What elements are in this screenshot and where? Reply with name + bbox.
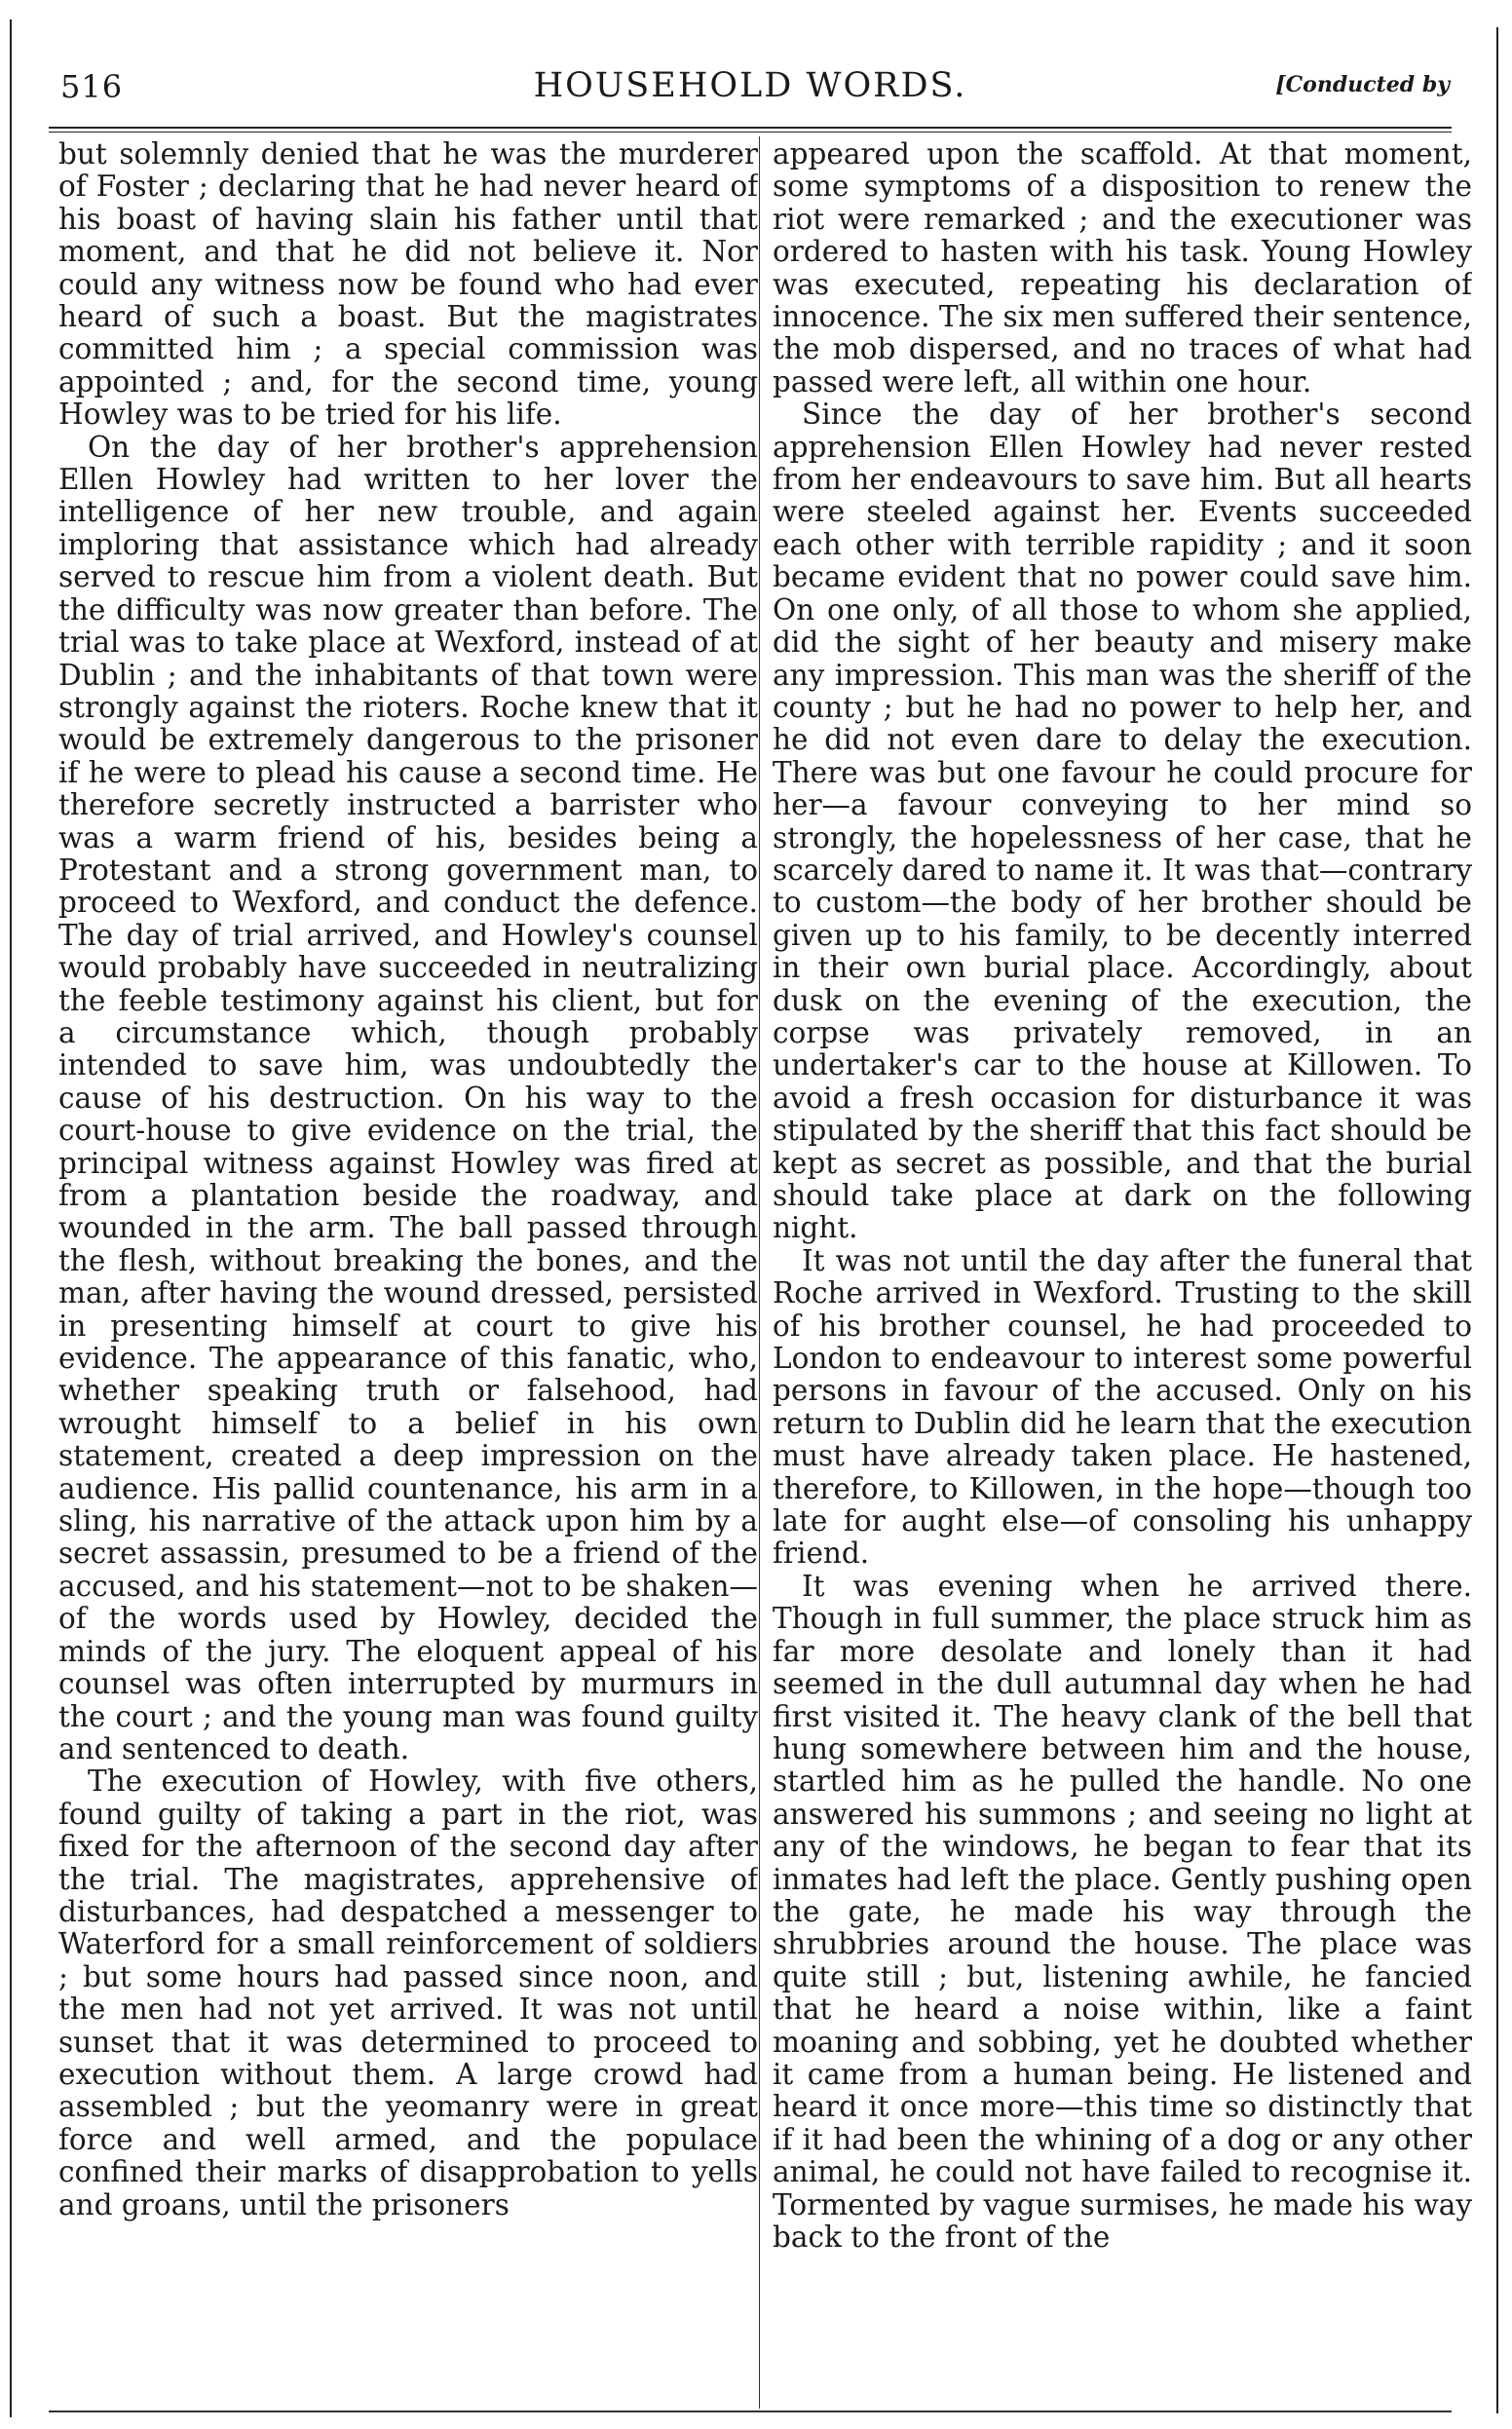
page-number: 516 [60, 68, 124, 105]
column-divider [759, 136, 760, 2409]
paragraph: It was evening when he arrived there. Though in full summer, the place struck him as far more desolate and lonely than it had seemed in the dull autumnal day when he had first visited it. The heavy clank of the bell that hung somewhere between him and the house, startled him as he pulled the handle. No one answered his summons ; and seeing no light at any of the windows, he began to fear that its inmates had left the place. Gently pushing open the gate, he made his way through the shrubbries around the house. The place was quite still ; but, listening awhile, he fancied that he heard a noise within, like a faint moaning and sobbing, yet he doubted whether it came from a human being. He listened and heard it once more—this time so distinctly that if it had been the whining of a dog or any other animal, he could not have failed to recognise it. Tormented by vague surmises, he made his way back to the front of the [773, 1569, 1472, 2254]
conducted-by-note: [Conducted by [1275, 72, 1450, 97]
paragraph: appeared upon the scaffold. At that moment, some symptoms of a disposition to renew the riot were remarked ; and the executioner was ordered to hasten with his task. Young Howley was executed, repeating his declaration of innocence. The six men suffered their sentence, the mob dispersed, and no traces of what had passed were left, all within one hour. [773, 138, 1472, 399]
paragraph: It was not until the day after the funeral that Roche arrived in Wexford. Trusting to the skill of his brother counsel, he had proceeded to London to endeavour to interest some powerful persons in favour of the accused. Only on his return to Dublin did he learn that the execution must have already taken place. He hastened, therefore, to Killowen, in the hope—though too late for aught else—of consoling his unhappy friend. [773, 1243, 1472, 1571]
header-rule-thin [49, 132, 1452, 133]
paragraph: On the day of her brother's apprehension Ellen Howley had written to her lover the intelligence of her new trouble, and again imploring that assistance which had already served to rescue him from a violent death. But the difficulty was now greater than before. The trial was to take place at Wexford, instead of at Dublin ; and the inhabitants of that town were strongly against the rioters. Roche knew that it would be extremely dangerous to the prisoner if he were to plead his cause a second time. He therefore secretly instructed a barrister who was a warm friend of his, besides being a Protestant and a strong government man, to proceed to Wexford, and conduct the defence. The day of trial arrived, and Howley's counsel would probably have succeeded in neutralizing the feeble testimony against his client, but for a circumstance which, though probably intended to save him, was undoubtedly the cause of his destruction. On his way to the court-house to give evidence on the trial, the principal witness against Howley was fired at from a plantation beside the roadway, and wounded in the arm. The ball passed through the flesh, without breaking the bones, and the man, after having the wound dressed, persisted in presenting himself at court to give his evidence. The appearance of this fanatic, who, whether speaking truth or falsehood, had wrought himself to a belief in his own statement, created a deep impression on the audience. His pallid countenance, his arm in a sling, his narrative of the attack upon him by a secret assassin, presumed to be a friend of the accused, and his statement—not to be shaken—of the words used by Howley, decided the minds of the jury. The eloquent appeal of his counsel was often interrupted by murmurs in the court ; and the young man was found guilty and sentenced to death. [58, 430, 758, 1765]
footer-rule [49, 2410, 1452, 2412]
right-column [773, 138, 1472, 2407]
left-column [58, 138, 758, 2407]
page-border-right [1496, 27, 1498, 2413]
running-title: HOUSEHOLD WORDS. [533, 66, 967, 105]
paragraph: Since the day of her brother's second apprehension Ellen Howley had never rested from her endeavours to save him. But all hearts were steeled against her. Events succeeded each other with terrible rapidity ; and it soon became evident that no power could save him. On one only, of all those to whom she applied, did the sight of her beauty and misery make any impression. This man was the sheriff of the county ; but he had no power to help her, and he did not even dare to delay the execution. There was but one favour he could procure for her—a favour conveying to her mind so strongly, the hopelessness of her case, that he scarcely dared to name it. It was that—contrary to custom—the body of her brother should be given up to his family, to be decently interred in their own burial place. Accordingly, about dusk on the evening of the execution, the corpse was privately removed, in an undertaker's car to the house at Killowen. To avoid a fresh occasion for disturbance it was stipulated by the sheriff that this fact should be kept as secret as possible, and that the burial should take place at dark on the following night. [773, 398, 1472, 1245]
paragraph: The execution of Howley, with five others, found guilty of taking a part in the riot, was fixed for the afternoon of the second day after the trial. The magistrates, apprehensive of disturbances, had despatched a messenger to Waterford for a small reinforcement of soldiers ; but some hours had passed since noon, and the men had not yet arrived. It was not until sunset that it was determined to proceed to execution without them. A large crowd had assembled ; but the yeomanry were in great force and well armed, and the populace confined their marks of disapprobation to yells and groans, until the prisoners [58, 1765, 758, 2221]
paragraph: but solemnly denied that he was the murderer of Foster ; declaring that he had never heard of his boast of having slain his father until that moment, and that he did not believe it. Nor could any witness now be found who had ever heard of such a boast. But the magistrates committed him ; a special commission was appointed ; and, for the second time, young Howley was to be tried for his life. [58, 138, 758, 432]
page-border-left [10, 19, 12, 2417]
running-header [49, 60, 1452, 115]
header-rule [49, 127, 1452, 129]
